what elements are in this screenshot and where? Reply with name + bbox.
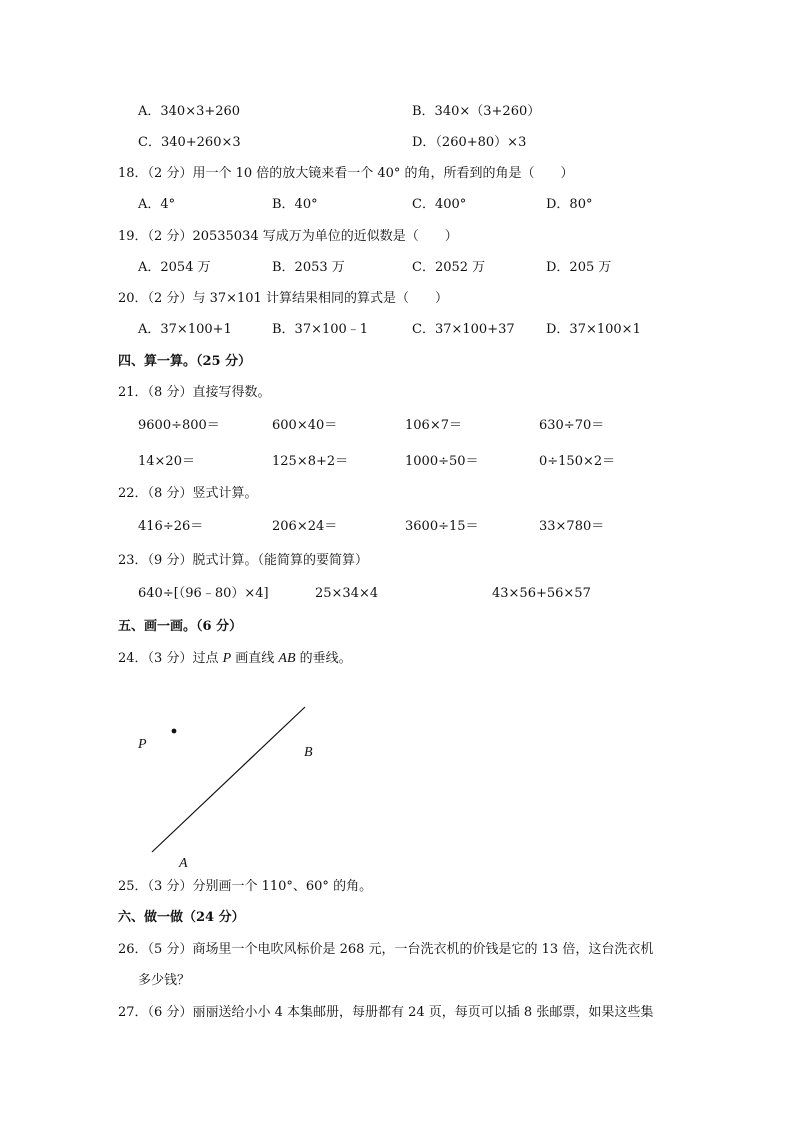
q20-option-a: A．37×100+1 — [138, 322, 232, 337]
label-point-p: P — [138, 737, 147, 752]
q19-stem: 19．（2 分）20535034 写成万为单位的近似数是（ ） — [118, 229, 458, 244]
point-p-dot — [172, 729, 177, 734]
q22-stem: 22．（8 分）竖式计算。 — [118, 486, 258, 501]
section-5-heading: 五、画一画。（6 分） — [118, 619, 243, 634]
q22-item-1: 416÷26＝ — [138, 519, 204, 534]
q26-stem-line-2: 多少钱？ — [138, 973, 191, 988]
q17-option-c: C．340+260×3 — [138, 135, 241, 150]
q24-stem-prefix: 24．（3 分）过点 — [118, 651, 223, 666]
section-4-heading: 四、算一算。（25 分） — [118, 354, 252, 369]
line-ab — [152, 707, 305, 852]
q18-option-a: A．4° — [138, 197, 176, 212]
q22-item-2: 206×24＝ — [272, 519, 338, 534]
q26-stem-line-1: 26．（5 分）商场里一个电吹风标价是 268 元，一台洗衣机的价钱是它的 13 倍，这台洗衣机 — [118, 942, 654, 957]
label-point-b: B — [304, 745, 313, 760]
q23-item-3: 43×56+56×57 — [492, 586, 591, 601]
q24-stem-line-ab: AB — [278, 651, 296, 666]
q21-item-2: 600×40＝ — [272, 418, 338, 433]
q19-option-d: D．205 万 — [546, 260, 612, 275]
q19-option-b: B．2053 万 — [272, 260, 345, 275]
q21-item-1: 9600÷800＝ — [138, 418, 220, 433]
q21-item-5: 14×20＝ — [138, 454, 195, 469]
q24-stem-suffix: 的垂线。 — [295, 651, 352, 666]
q18-option-d: D．80° — [546, 197, 593, 212]
q24-stem-point-p: P — [222, 651, 232, 666]
q21-item-7: 1000÷50＝ — [405, 454, 479, 469]
q21-stem: 21．（8 分）直接写得数。 — [118, 385, 271, 400]
q25-stem: 25．（3 分）分别画一个 110°、60° 的角。 — [118, 879, 373, 894]
q18-option-b: B．40° — [272, 197, 318, 212]
q19-option-c: C．2052 万 — [412, 260, 486, 275]
q17-option-d: D．（260+80）×3 — [412, 135, 527, 150]
q21-item-3: 106×7＝ — [405, 418, 462, 433]
q22-item-4: 33×780＝ — [539, 519, 605, 534]
q23-item-1: 640÷[（96﹣80）×4] — [138, 586, 269, 601]
label-point-a: A — [179, 856, 188, 871]
q19-option-a: A．2054 万 — [138, 260, 211, 275]
q20-option-b: B．37×100﹣1 — [272, 322, 369, 337]
q24-stem-mid: 画直线 — [231, 651, 279, 666]
q17-option-b: B．340×（3+260） — [412, 104, 541, 119]
q23-stem: 23．（9 分）脱式计算。（能简算的要简算） — [118, 553, 368, 568]
q23-item-2: 25×34×4 — [315, 586, 379, 601]
q20-option-c: C．37×100+37 — [412, 322, 515, 337]
q18-option-c: C．400° — [412, 197, 467, 212]
section-6-heading: 六、做一做（24 分） — [118, 910, 245, 925]
q22-item-3: 3600÷15＝ — [405, 519, 479, 534]
q17-option-a: A．340×3+260 — [138, 104, 241, 119]
q21-item-6: 125×8+2＝ — [272, 454, 349, 469]
q20-option-d: D．37×100×1 — [546, 322, 641, 337]
q21-item-8: 0÷150×2＝ — [539, 454, 616, 469]
q21-item-4: 630÷70＝ — [539, 418, 605, 433]
q18-stem: 18．（2 分）用一个 10 倍的放大镜来看一个 40° 的角，所看到的角是（ ） — [118, 166, 574, 181]
q20-stem: 20．（2 分）与 37×101 计算结果相同的算式是（ ） — [118, 291, 448, 306]
q27-stem-line-1: 27．（6 分）丽丽送给小小 4 本集邮册，每册都有 24 页，每页可以插 8 张邮票，如果这些集 — [118, 1005, 654, 1020]
